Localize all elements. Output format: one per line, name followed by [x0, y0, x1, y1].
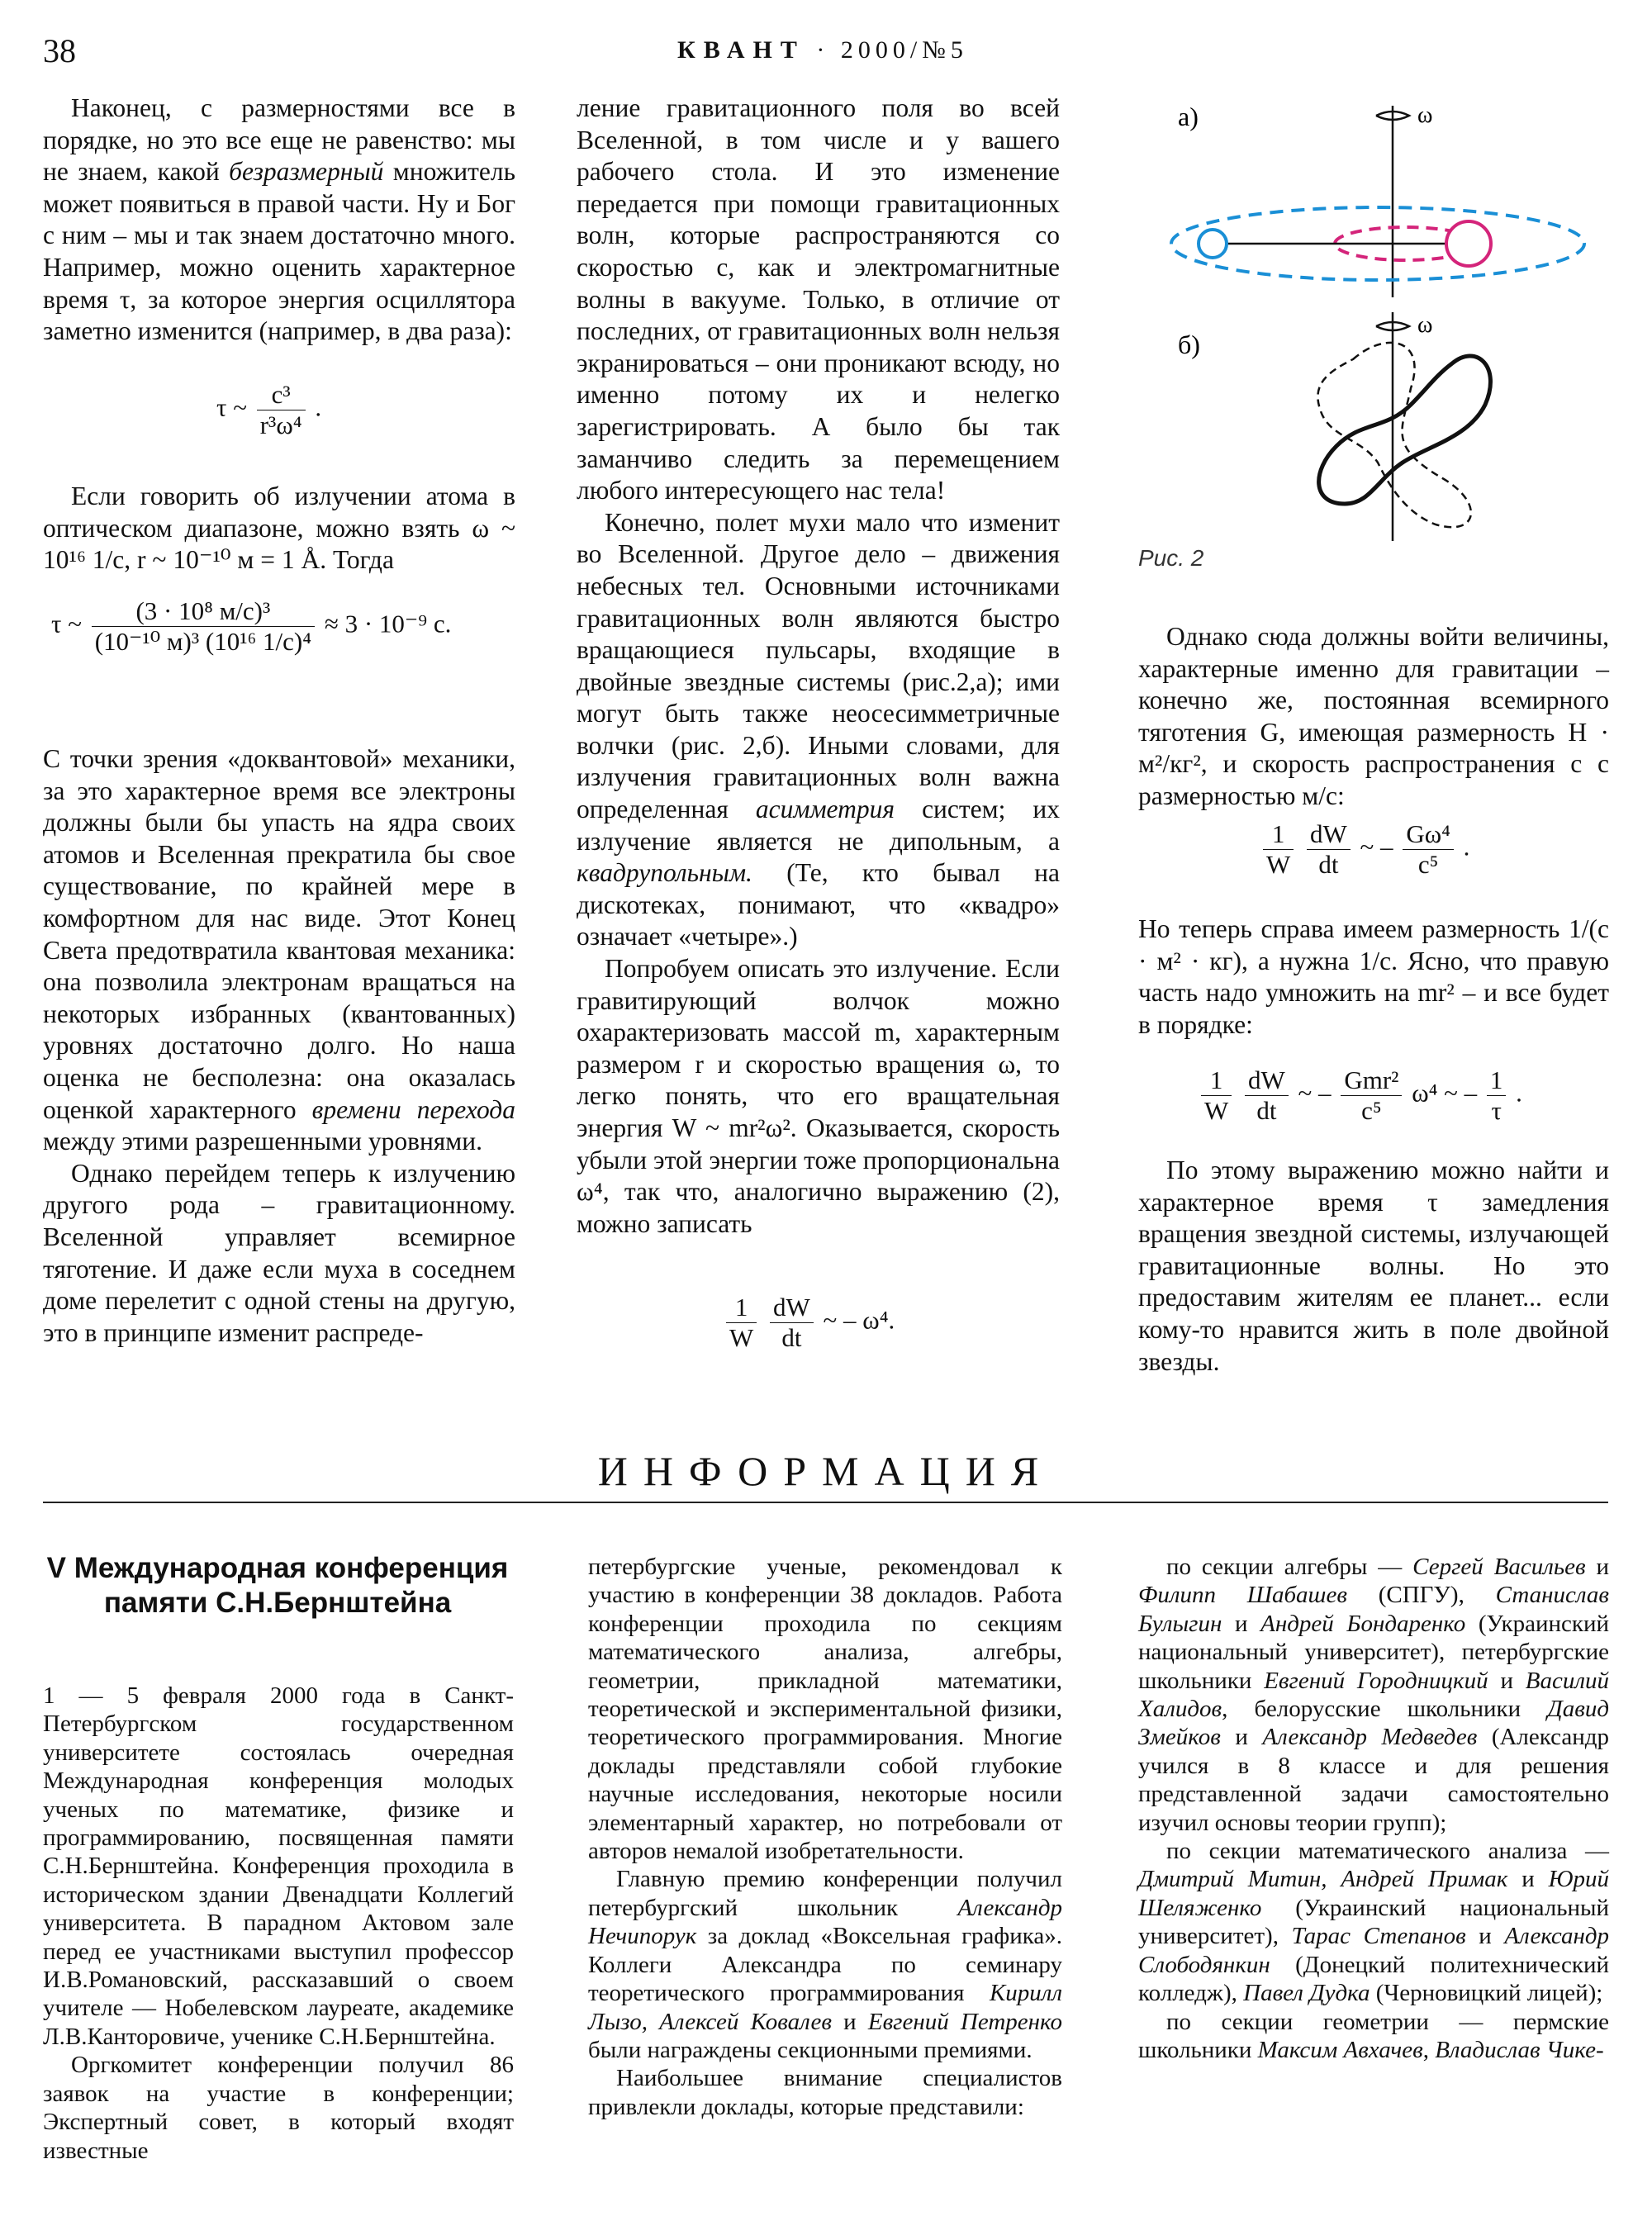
equation-dw-gmr: $\frac{1}{W}$ $\frac{dW}{dt}$ ~ – $\frac{\text{Gmr²}}{\text{c⁵}}$ ω⁴ ~ – $\frac{1}{\tau}$ . — [1198, 1065, 1522, 1126]
info-column-3 — [1138, 1553, 1609, 2064]
running-header — [677, 36, 968, 64]
column-3c — [1138, 1155, 1609, 1378]
column-1 — [43, 93, 515, 348]
figure-label-a: а) — [1178, 102, 1199, 131]
equation-tau: τ ~ $\frac{\text{c³}}{\text{r³ω⁴}}$ . — [216, 380, 322, 439]
column-1b — [43, 481, 515, 577]
paragraph: по секции математического анализа — Дмитрий Митин, Андрей Примак и Юрий Шеляженко (Украинский национальный университет), Тарас Степанов и Александр Слободянкин (Донецкий политехнический колледж), Павел Дудка (Черновицкий лицей); — [1138, 1838, 1610, 2007]
figure-caption: Рис. 2 — [1138, 545, 1204, 571]
equation-dw-omega: $\frac{1}{W}$ $\frac{dW}{dt}$ ~ – ω⁴. — [723, 1293, 895, 1353]
equation-tau-estimate: τ ~ $\frac{\text{(3 · 10⁸ м/с)³}}{\text{(10⁻¹⁰ м)³ (10¹⁶ 1/с)⁴}}$ ≈ 3 · 10⁻⁹ с. — [51, 596, 452, 656]
paragraph: петербургские ученые, рекомендовал к участию в конференции 38 докладов. Работа конференции проходила по секциям математического анализа, алгебры, геометрии, прикладной математики, теоретической и экспериментальной физики, теоретического программирования. Многие доклады представляли собой глубокие научные исследования, некоторые носили элементарный характер, но потребовали от авторов немалой изобретательности. — [588, 1554, 1062, 1865]
paragraph: Оргкомитет конференции получил 86 заявок на участие в конференции; Экспертный совет, в который входят известные — [43, 2052, 514, 2164]
paragraph: Наконец, с размерностями все в порядке, но это все еще не равенство: мы не знаем, какой безразмерный множитель может появиться в правой части. Ну и Бог с ним – мы и так знаем достаточно много. Например, можно оценить характерное время τ, за которое энергия осциллятора заметно изменится (например, в два раза): — [43, 93, 515, 346]
paragraph: Если говорить об излучении атома в оптическом диапазоне, можно взять ω ~ 10¹⁶ 1/c, r ~ 10⁻¹⁰ м = 1 Å. Тогда — [43, 482, 515, 575]
top-shape-solid — [1319, 356, 1491, 504]
paragraph: по секции алгебры — Сергей Васильев и Филипп Шабашев (СПГУ), Станислав Булыгин и Андрей Бондаренко (Украинский национальный университет), петербургские школьники Евгений Городницкий и Василий Халидов, белорусские школьники Давид Змейков и Александр Медведев (Александр учился в 8 классе и для решения представленной задачи самостоятельно изучил основы теории групп); — [1138, 1554, 1610, 1836]
issue-number: · 2000/№5 — [816, 36, 968, 64]
paragraph: по секции геометрии — пермские школьники Максим Авхачев, Владислав Чике- — [1138, 2008, 1609, 2063]
paragraph: Но теперь справа имеем размерность 1/(с · м² · кг), а нужна 1/с. Ясно, что правую часть надо умножить на mr² – и все будет в порядке: — [1138, 914, 1609, 1039]
paragraph: Однако сюда должны войти величины, характерные именно для гравитации – конечно же, постоянная всемирного тяготения G, имеющая размерность Н · м²/кг², и скорость распространения c с размерностью м/с: — [1138, 622, 1609, 810]
info-column-2 — [588, 1553, 1062, 2121]
page-number: 38 — [43, 32, 76, 69]
paragraph: Конечно, полет мухи мало что изменит во Вселенной. Другое дело – движения небесных тел. Основными источниками гравитационных волн являются быстро вращающиеся пульсары, входящие в двойные звездные системы (рис.2,а); ими могут быть также неосесимметричные волчки (рис. 2,б). Иными словами, для излучения гравитационных волн важна определенная асимметрия систем; их излучение является не дипольным, а квадрупольным. (Те, кто бывал на дискотеках, понимают, что «квадро» означает «четыре».) — [577, 507, 1061, 951]
paragraph: Наибольшее внимание специалистов привлекли доклады, которые представили: — [588, 2065, 1062, 2120]
article-title: V Международная конференция памяти С.Н.Бернштейна — [46, 1552, 509, 1619]
column-3b — [1138, 913, 1609, 1041]
paragraph: Главную премию конференции получил петербургский школьник Александр Нечипорук за доклад «Воксельная графика». Коллеги Александра по семинару теоретического программирования Кирилл Лызо, Алексей Ковалев и Евгений Петренко были награждены секционными премиями. — [588, 1866, 1063, 2063]
column-3 — [1138, 621, 1609, 813]
omega-label-b: ω — [1417, 312, 1433, 338]
section-rule — [43, 1502, 1608, 1503]
paragraph: С точки зрения «доквантовой» механики, за это характерное время все электроны должны были бы упасть на ядра своих атомов и Вселенная прекратила бы свое существование, по крайней мере в комфортном для нас виде. Этот Конец Света предотвратила квантовая механика: она позволила электронам вращаться на некоторых избранных (квантованных) уровнях достаточно долго. Но наша оценка не бесполезна: она оказалась оценкой характерного времени перехода между этими разрешенными уровнями. — [43, 744, 515, 1156]
paragraph: Попробуем описать это излучение. Если гравитирующий волчок можно охарактеризовать массой m, характерным размером r и скоростью вращения ω, то легко понять, что его вращательная энергия W ~ mr²ω². Оказывается, скорость убыли этой энергии тоже пропорциональна ω⁴, так что, аналогично выражению (2), можно записать — [577, 954, 1060, 1238]
info-column-1 — [43, 1682, 514, 2165]
figure-2 — [1138, 91, 1617, 553]
journal-name: КВАНТ — [677, 36, 805, 64]
paragraph: Однако перейдем теперь к излучению другого рода – гравитационному. Вселенной управляет всемирное тяготение. И даже если муха в соседнем доме перелетит с одной стены на другую, это в принципе изменит распреде- — [43, 1158, 515, 1347]
section-title: ИНФОРМАЦИЯ — [597, 1448, 1055, 1494]
top-shape-dashed — [1317, 343, 1470, 527]
star-small — [1199, 230, 1227, 258]
paragraph: По этому выражению можно найти и характерное время τ замедления вращения звездной системы, излучающей гравитационные волны. Но это предоставим жителям ее планет... если кому-то нравится жить в поле двойной звезды. — [1138, 1155, 1609, 1376]
paragraph: 1 — 5 февраля 2000 года в Санкт-Петербургском государственном университете состоялась очередная Международная конференция молодых ученых по математике, физике и программированию, посвященная памяти С.Н.Бернштейна. Конференция проходила в историческом здании Двенадцати Коллегий университета. В парадном Актовом зале перед ее участниками выступил профессор И.В.Романовский, рассказавший о своем учителе — Нобелевском лауреате, академике Л.В.Канторовиче, ученике С.Н.Бернштейна. — [43, 1682, 514, 2050]
paragraph: ление гравитационного поля во всей Вселенной, в том числе и у вашего рабочего стола. И это изменение передается при помощи гравитационных волн, которые распространяются со скоростью c, как и электромагнитные волны в вакууме. Только, в отличие от последних, от гравитационных волн нельзя экранироваться – они проникают всюду, но именно потому их и нелегко зарегистрировать. А было бы так заманчиво следить за перемещением любого интересующего нас тела! — [577, 93, 1060, 505]
column-2 — [577, 93, 1060, 1240]
star-large — [1446, 221, 1491, 266]
column-1c — [43, 743, 515, 1349]
omega-label-a: ω — [1417, 102, 1433, 128]
figure-label-b: б) — [1178, 330, 1200, 359]
equation-dw-g: $\frac{1}{W}$ $\frac{dW}{dt}$ ~ – $\frac{\text{Gω⁴}}{\text{c⁵}}$ . — [1260, 819, 1469, 880]
